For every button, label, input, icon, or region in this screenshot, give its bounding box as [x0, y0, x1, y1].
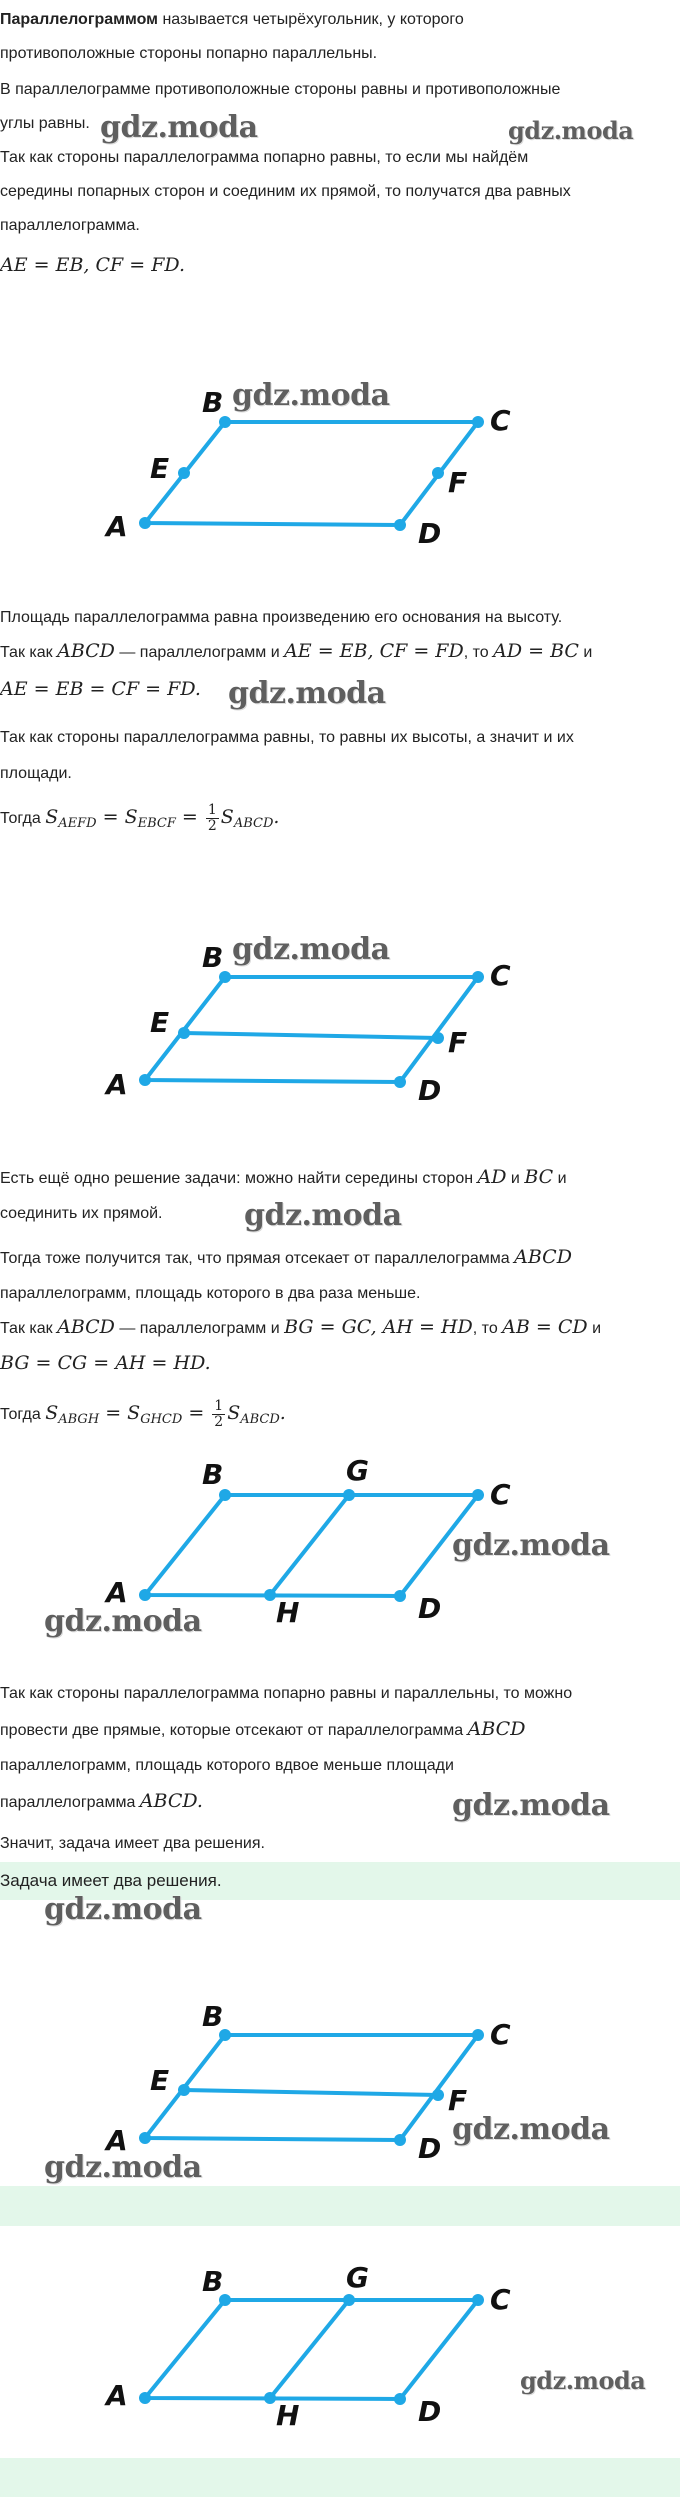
- reasoning-line-2: середины попарных сторон и соединим их прямой, то получатся два равных: [0, 183, 571, 200]
- formula-midpoints: AE = EB, CF = FD.: [0, 254, 185, 276]
- point-a: [139, 1589, 151, 1601]
- segment-ef: [184, 1033, 438, 1038]
- label-c: C: [490, 2018, 511, 2051]
- point-g: [343, 1489, 355, 1501]
- area-definition: Площадь параллелограмма равна произведению его основания на высоту.: [0, 609, 563, 626]
- label-d: D: [418, 1074, 442, 1107]
- figure-points: [139, 2029, 484, 2146]
- label-b: B: [202, 941, 224, 974]
- point-g: [343, 2294, 355, 2306]
- label-a: A: [106, 1576, 128, 1609]
- figure-lines: [145, 1495, 478, 1596]
- point-a: [139, 1074, 151, 1086]
- parallelogram-abcd-edges: [145, 422, 478, 525]
- watermark: gdz.moda: [228, 676, 386, 711]
- term-parallelogram: Параллелограммом: [0, 11, 159, 28]
- watermark: gdz.moda: [452, 1528, 610, 1563]
- label-g: G: [346, 1454, 369, 1487]
- reasoning-3-line-1: Так как стороны параллелограмма равны, то равны их высоты, а значит и их: [0, 729, 574, 746]
- point-c: [472, 1489, 484, 1501]
- watermark: gdz.moda: [244, 1198, 402, 1233]
- label-b: B: [202, 2000, 224, 2033]
- reasoning-line-3: параллелограмма.: [0, 217, 140, 234]
- definition-line-1: [0, 2, 672, 37]
- conclusion-line-3: параллелограмм, площадь которого вдвое меньше площади: [0, 1757, 454, 1774]
- point-c: [472, 2029, 484, 2041]
- label-b: B: [202, 1458, 224, 1491]
- point-f: [432, 2089, 444, 2101]
- conclusion-line-2: провести две прямые, которые отсекают от параллелограмма ABCD: [0, 1718, 526, 1740]
- point-h: [264, 1589, 276, 1601]
- second-reasoning-line-2: BG = CG = AH = HD.: [0, 1352, 211, 1374]
- figure-points: [139, 971, 484, 1088]
- label-a: A: [106, 2124, 128, 2157]
- watermark: gdz.moda: [44, 1892, 202, 1927]
- property-line-1: В параллелограмме противоположные стороны равны и противоположные: [0, 81, 561, 98]
- conclusion-line-4: параллелограмма ABCD.: [0, 1790, 203, 1812]
- label-d: D: [418, 517, 442, 550]
- label-e: E: [150, 452, 170, 485]
- label-b: B: [202, 386, 224, 419]
- label-f: F: [448, 466, 468, 499]
- reasoning-3-line-2: площади.: [0, 765, 72, 782]
- reasoning-2-line-2: AE = EB = CF = FD.: [0, 678, 201, 700]
- parallelogram-abcd-edges: [145, 2035, 478, 2140]
- figure-lines: [145, 977, 478, 1082]
- watermark: gdz.moda: [232, 932, 390, 967]
- point-e: [178, 1027, 190, 1039]
- label-h: H: [276, 2399, 300, 2432]
- second-solution-line-2: соединить их прямой.: [0, 1205, 163, 1222]
- conclusion-line-5: Значит, задача имеет два решения.: [0, 1835, 265, 1852]
- label-e: E: [150, 1006, 170, 1039]
- figure-lines: [145, 2035, 478, 2140]
- parallelogram-abcd-edges: [145, 977, 478, 1082]
- figure-lines: [145, 422, 478, 525]
- segment-gh: [270, 1495, 349, 1595]
- watermark: gdz.moda: [100, 110, 258, 145]
- label-f: F: [448, 1026, 468, 1059]
- label-h: H: [276, 1596, 300, 1629]
- point-e: [178, 467, 190, 479]
- watermark: gdz.moda: [520, 2366, 646, 2395]
- label-e: E: [150, 2064, 170, 2097]
- segment-gh: [270, 2300, 349, 2398]
- watermark: gdz.moda: [232, 378, 390, 413]
- point-c: [472, 971, 484, 983]
- label-d: D: [418, 2132, 442, 2165]
- label-a: A: [106, 2379, 128, 2412]
- watermark: gdz.moda: [44, 2150, 202, 2185]
- definition-text: называется четырёхугольник, у которого: [158, 11, 464, 28]
- label-c: C: [490, 1478, 511, 1511]
- figure-lines: [145, 2300, 478, 2399]
- point-a: [139, 2132, 151, 2144]
- watermark: gdz.moda: [452, 1788, 610, 1823]
- label-f: F: [448, 2084, 468, 2117]
- answer-figure-midline-gh: [0, 2255, 680, 2435]
- segment-ef: [184, 2090, 438, 2095]
- answer-band-1: [0, 2186, 680, 2226]
- point-d: [394, 519, 406, 531]
- label-b: B: [202, 2265, 224, 2298]
- point-c: [472, 416, 484, 428]
- figure-points: [139, 416, 484, 531]
- property-line-2: углы равны.: [0, 115, 90, 132]
- second-solution-line-4: параллелограмм, площадь которого в два раза меньше.: [0, 1285, 421, 1302]
- reasoning-2-line-1: Так как ABCD — параллелограмм и AE = EB, CF = FD, то AD = BC и: [0, 640, 593, 662]
- watermark: gdz.moda: [44, 1604, 202, 1639]
- label-d: D: [418, 1592, 442, 1625]
- label-d: D: [418, 2395, 442, 2428]
- watermark: gdz.moda: [508, 116, 634, 145]
- point-f: [432, 1032, 444, 1044]
- point-h: [264, 2392, 276, 2404]
- area-formula-2: Тогда $S_{ABGH} = S_{GHCD}$ = $\frac{1}{2}$ $S_{ABCD}$.: [0, 1398, 286, 1431]
- answer-band-2: [0, 2458, 680, 2497]
- point-d: [394, 1076, 406, 1088]
- area-formula-1: Тогда $S_{AEFD} = S_{EBCF}$ = $\frac{1}{2}$ $S_{ABCD}$.: [0, 802, 280, 835]
- point-a: [139, 517, 151, 529]
- point-d: [394, 1590, 406, 1602]
- point-c: [472, 2294, 484, 2306]
- point-e: [178, 2084, 190, 2096]
- label-a: A: [106, 510, 128, 543]
- second-solution-line-1: Есть ещё одно решение задачи: можно найти середины сторон AD и BC и: [0, 1166, 567, 1188]
- point-d: [394, 2134, 406, 2146]
- answer-text: Задача имеет два решения.: [0, 1871, 222, 1890]
- point-a: [139, 2392, 151, 2404]
- point-d: [394, 2393, 406, 2405]
- label-c: C: [490, 2283, 511, 2316]
- label-c: C: [490, 959, 511, 992]
- second-solution-line-3: Тогда тоже получится так, что прямая отсекает от параллелограмма ABCD: [0, 1246, 572, 1268]
- watermark: gdz.moda: [452, 2112, 610, 2147]
- conclusion-line-1: Так как стороны параллелограмма попарно равны и параллельны, то можно: [0, 1685, 573, 1702]
- point-f: [432, 467, 444, 479]
- definition-line-2: противоположные стороны попарно параллельны.: [0, 45, 378, 62]
- label-a: A: [106, 1068, 128, 1101]
- second-reasoning-line-1: Так как ABCD — параллелограмм и BG = GC, AH = HD, то AB = CD и: [0, 1316, 602, 1338]
- reasoning-line-1: Так как стороны параллелограмма попарно равны, то если мы найдём: [0, 149, 529, 166]
- label-c: C: [490, 404, 511, 437]
- label-g: G: [346, 2261, 369, 2294]
